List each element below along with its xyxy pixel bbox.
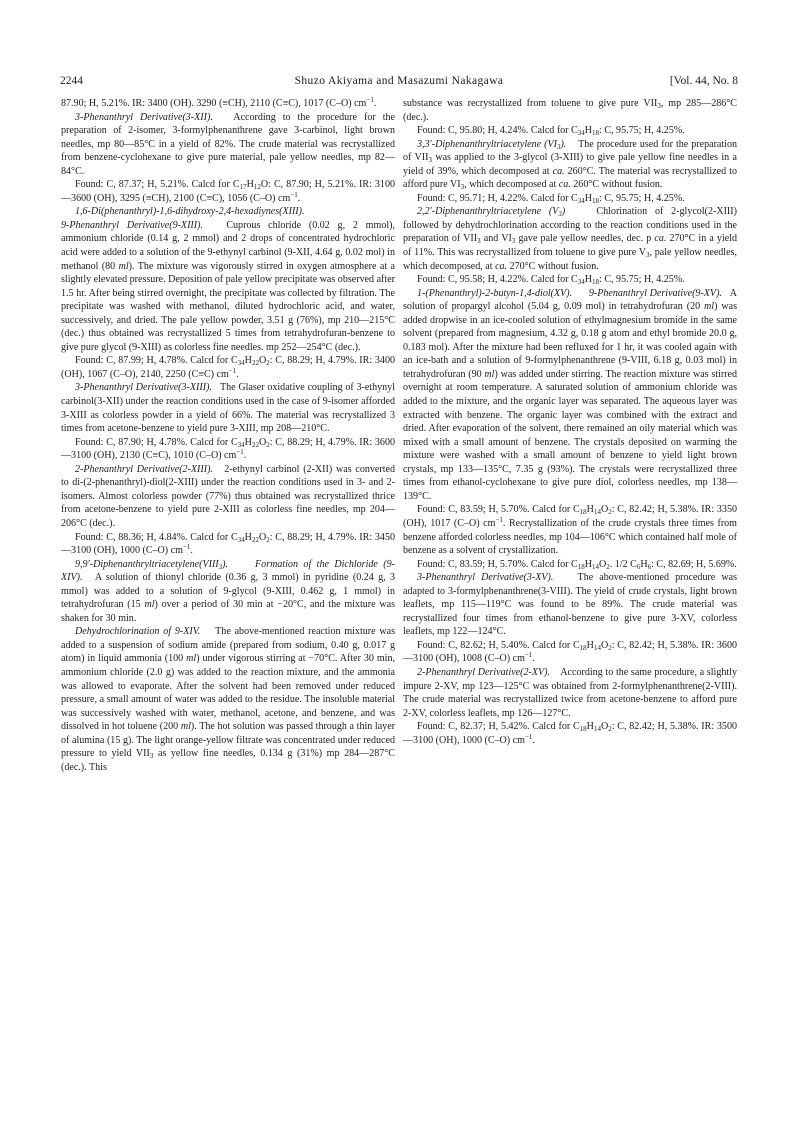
paragraph: 3-Phenanthryl Derivative(3-XII). According to the procedure for the preparation of 2-isomer, 3-formylphenanthrene gave 3-carbinol, light brown needles, mp 80—85°C in a yield of 82%. The crude material was recrystallized from benzene-cyclohexane to give pure material, pale yellow needles, mp 82—84°C.: [61, 111, 395, 177]
left-column: [61, 97, 395, 774]
paragraph: Found: C, 83.59; H, 5.70%. Calcd for $C_{18}H_{14}O_2$. 1/2 $C_6H_6$: C, 82.69; H, 5.69%.: [417, 558, 737, 571]
paragraph: Found: C, 95.80; H, 4.24%. Calcd for $C_{34}H_{18}$: C, 95.75; H, 4.25%.: [417, 125, 685, 138]
paragraph: 2-Phenanthryl Derivative(2-XIII). 2-ethynyl carbinol (2-XII) was converted to di-(2-phenanthryl)-diol(2-XIII) under the reaction conditions used in 3- and 2-isomers. Almost colorless powder (77%) thus obtained was recrystallized thrice from acetone-benzene to yield pure 2-XIII as colorless fine needles, mp 204—206°C (dec.).: [61, 463, 395, 529]
paragraph: Found: C, 82.62; H, 5.40%. Calcd for $C_{18}H_{14}O_2$: C, 82.42; H, 5.38%. IR: 3600—3100 (OH), 1008 (C–O) $cm^{-1}$.: [403, 639, 737, 665]
paragraph: Found: C, 88.36; H, 4.84%. Calcd for $C_{34}H_{22}O_2$: C, 88.29; H, 4.79%. IR: 3450—3100 (OH), 1000 (C–O) $cm^{-1}$.: [61, 531, 395, 557]
paragraph: 2-Phenanthryl Derivative(2-XV). According to the same procedure, a slightly impure 2-XV, mp 123—125°C was obtained from 2-formylphenanthrene(2-VIII). The crude material was recrystallized twice from acetone-benzene to afford pure 2-XV, colorless leaflets, mp 126—127°C.: [403, 666, 737, 719]
paragraph: Found: C, 82.37; H, 5.42%. Calcd for $C_{18}H_{14}O_2$: C, 82.42; H, 5.38%. IR: 3500—3100 (OH), 1000 (C–O) $cm^{-1}$.: [403, 721, 737, 746]
paragraph: 3-Phenanthryl Derivative(3-XIII). The Glaser oxidative coupling of 3-ethynyl carbinol(3-XII) under the reaction conditions used in the case of 9-isomer afforded 3-XIII as colorless powder in a yield of 66%. The material was recrystallized 3 times from acetone-benzene to yield pure 3-XIII, mp 208—210°C.: [61, 382, 395, 435]
paragraph: Found: C, 87.99; H, 4.78%. Calcd for $C_{34}H_{22}O_2$: C, 88.29; H, 4.79%. IR: 3400 (OH), 1067 (C–O), 2140, 2250 (C≡C) $cm^{-1}$.: [61, 355, 395, 380]
paragraph: 3-Phenanthryl Derivative(3-XV). The above-mentioned procedure was adapted to 3-formylphenanthrene(3-VIII). The yield of crude crystals, light brown leaflets, mp 115—119°C was found to be 89%. The crude material was recrystallized four times from ethanol-benzene to give pure 3-XV, colorless leaflets, mp 122—124°C.: [403, 572, 737, 638]
paragraph: Found: C, 87.37; H, 5.21%. Calcd for $C_{17}H_{12}O$: C, 87.90; H, 5.21%. IR: 3100—3600 (OH), 3295 (≡CH), 2100 (C≡C), 1056 (C–O) $cm^{-1}$.: [61, 179, 396, 204]
running-header: [60, 74, 738, 88]
page-number: 2244: [60, 75, 83, 87]
volume-issue: [Vol. 44, No. 8: [669, 75, 738, 87]
running-head-authors: Shuzo Akiyama and Masazumi Nakagawa: [294, 75, 504, 87]
paragraph: Found: C, 95.58; H, 4.22%. Calcd for $C_{34}H_{18}$: C, 95.75; H, 4.25%.: [417, 274, 685, 287]
section-heading: 1,6-Di(phenanthryl)-1,6-dihydroxy-2,4-hexadiynes(XIII).: [75, 206, 305, 218]
paragraph: substance was recrystallized from toluene to give pure $VII_3$, mp 285—286°C (dec.).: [403, 98, 738, 123]
paragraph: 87.90; H, 5.21%. IR: 3400 (OH). 3290 (≡CH), 2110 (C≡C), 1017 (C–O) $cm^{-1}$.: [61, 96, 377, 109]
paragraph: 9-Phenanthryl Derivative(9-XIII). Cuprous chloride (0.02 g, 2 mmol), ammonium chloride (0.14 g, 2 mmol) and 2 drops of concentrated hydrochloric acid were added to a solution of the 9-ethynyl carbinol (9-XII, 4.64 g, 0.02 mol) in methanol (80 ml). The mixture was vigorously stirred in oxygen atmosphere at a slightly elevated pressure. Deposition of pale yellow precipitate was observed after 1.5 hr. After being stirred overnight, the precipitate was collected by filtration. The precipitate was washed with methanol, diluted hydrochloric acid, and water, successively, and dried. The pale yellow powder, 3.51 g (76%), mp 210—215°C (dec.) thus obtained was recrystallized 5 times from tetrahydrofuran-benzene to give pure glycol (9-XIII) as colorless fine needles. mp 252—254°C (dec.).: [61, 219, 395, 353]
paragraph: Found: C, 87.90; H, 4.78%. Calcd for $C_{34}H_{22}O_2$: C, 88.29; H, 4.79%. IR: 3600—3100 (OH), 2130 (C≡C), 1010 (C–O) $cm^{-1}$.: [61, 436, 395, 462]
paragraph: Dehydrochlorination of 9-XIV. The above-mentioned reaction mixture was added to a suspension of sodium amide (prepared from sodium, 0.40 g, 0.017 g atom) in liquid ammonia (100 ml) under vigorous stirring at −70°C. After 30 min, ammonium chloride (2.0 g) was added to the reaction mixture, and the ammonia was allowed to evaporate. After the solvent had been removed under reduced pressure, a small amount of water was added to the residue. The insoluble material was successively washed with water, methanol, acetone, and benzene, and was dissolved in hot toluene (200 ml). The hot solution was passed through a thin layer of alumina (15 g). The light orange-yellow filtrate was concentrated under reduced pressure to yield $VII_3$ as yellow fine needles, 0.134 g (31%) mp 284—287°C (dec.). This: [61, 626, 396, 773]
paragraph: Found: C, 95.71; H, 4.22%. Calcd for $C_{34}H_{18}$: C, 95.75; H, 4.25%.: [417, 192, 685, 205]
right-column: [403, 97, 737, 747]
paragraph: 1-(Phenanthryl)-2-butyn-1,4-diol(XV). 9-Phenanthryl Derivative(9-XV). A solution of propargyl alcohol (5.04 g, 0.09 mol) in tetrahydrofuran (20 ml) was added dropwise in an ice-cooled solution of ethylmagnesium bromide in the same solvent (prepared from magnesium, 4.32 g, 0.18 g atom and ethyl bromide 20.0 g, 0.183 mol). After the mixture had been refluxed for 1 hr, it was cooled again with an ice-bath and a solution of 9-formylphenanthrene (9-VIII, 6.18 g, 0.03 mol) in tetrahydrofuran (90 ml) was added under stirring. The reaction mixture was stirred overnight at room temperature. A saturated solution of ammonium chloride was added to the mixture, and the organic layer was separated. The aqueous layer was extracted with benzene. The organic layer was combined with the extract and dried. After evaporation of the solvent, there remained an oily material which was mixed with a small amount of benzene. The crystals deposited on warming the mixture were washed with a small amount of benzene to yield light brown crystals, mp 133—135°C, 7.35 g (93%). The crystals were recrystallized three times from ethanol-cyclohexane to give pure diol, colorless needles, mp 138—139°C.: [403, 287, 738, 502]
paragraph: Found: C, 83.59; H, 5.70%. Calcd for $C_{18}H_{14}O_2$: C, 82.42; H, 5.38%. IR: 3350 (OH), 1017 (C–O) $cm^{-1}$. Recrystallization of the crude crystals three times from benzene afforded colorless needles, mp 104—106°C which contained half mole of benzene as a solvent of crystallization.: [403, 504, 738, 557]
paragraph: $9,9'-Diphenanthryltriacetylene(VIII_3)$. Formation of the Dichloride (9-XIV). A solution of thionyl chloride (0.36 g, 3 mmol) in pyridine (0.24 g, 3 mmol) was added to a solution of 9-glycol (9-XIII, 0.462 g, 1 mmol) in tetrahydrofuran (15 ml) over a period of 30 min at −20°C, and the mixture was shaken for 30 min.: [61, 558, 396, 624]
paragraph: 2,2′-Diphenanthryltriacetylene $(V_3)$ Chlorination of 2-glycol(2-XIII) followed by dehydrochlorination according to the reaction conditions used in the preparation of $VII_3$ and $VI_3$ gave pale yellow needles, dec. p ca. 270°C in a yield of 11%. This was recrystallized from toluene to give pure $V_3$, pale yellow needles, which decomposed, at ca. 270°C without fusion.: [403, 206, 738, 272]
paragraph: 3,3′-Diphenanthryltriacetylene $(VI_3)$. The procedure used for the preparation of $VII_3$ was applied to the 3-glycol (3-XIII) to give pale yellow fine needles in a yield of 39%, which decomposed at ca. 260°C. The material was recrystallized to afford pure $VI_3$, which decomposed at ca. 260°C without fusion.: [403, 138, 738, 192]
